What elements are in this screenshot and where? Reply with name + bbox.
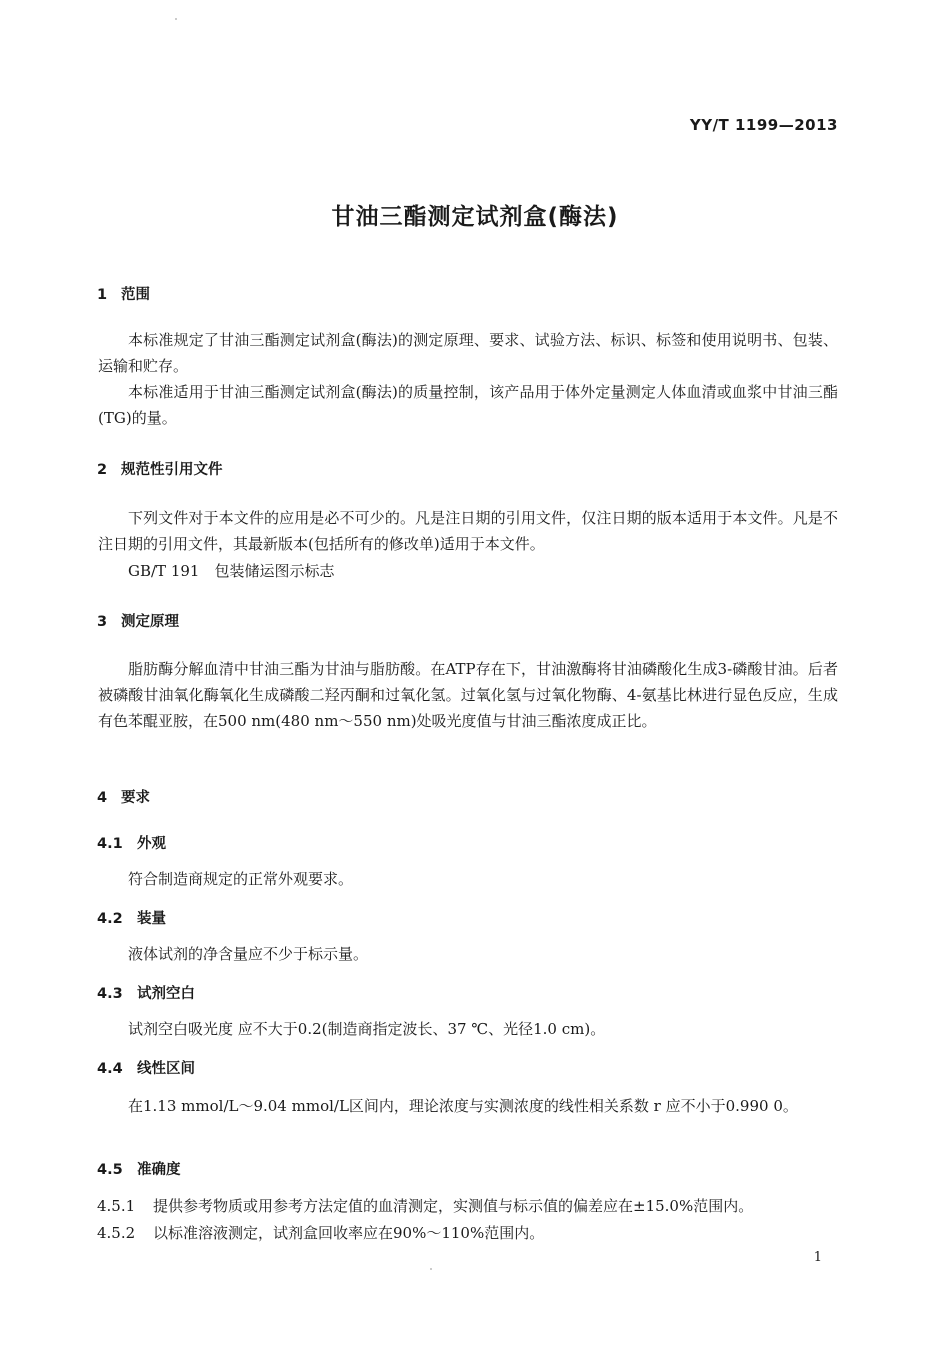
section-number: 4.1 [97,836,123,852]
section-4-4-text: 在1.13 mmol/L～9.04 mmol/L区间内，理论浓度与实测浓度的线性相关系数 r 应不小于0.990 0。 [128,1097,798,1115]
section-4-1-text: 符合制造商规定的正常外观要求。 [128,870,354,888]
section-4-2-text: 液体试剂的净含量应不少于标示量。 [128,945,369,963]
section-title: 试剂空白 [137,986,195,1002]
section-title: 范围 [121,287,150,303]
section-title: 装量 [137,911,166,927]
section-4-5-2 [97,1222,544,1243]
section-4-1-heading [97,832,166,853]
section-number: 1 [97,287,108,303]
section-title: 外观 [137,836,166,852]
normative-reference: GB/T 191 包装储运图示标志 [128,562,335,580]
item-number: 4.5.1 [97,1197,136,1215]
section-title: 线性区间 [137,1061,195,1077]
section-number: 4.4 [97,1061,123,1077]
section-title: 准确度 [137,1162,181,1178]
section-number: 4 [97,790,108,806]
section-4-4-heading [97,1057,195,1078]
section-3-heading [97,610,179,631]
section-title: 要求 [121,790,150,806]
section-4-2-heading [97,907,166,928]
section-4-3-heading [97,982,195,1003]
item-text: 以标准溶液测定，试剂盒回收率应在90%～110%范围内。 [153,1224,545,1242]
section-title: 测定原理 [121,614,179,630]
scan-speck [175,18,177,20]
section-4-5-1 [97,1195,753,1216]
scan-speck [430,1268,432,1270]
section-number: 4.2 [97,911,123,927]
item-number: 4.5.2 [97,1224,136,1242]
section-title: 规范性引用文件 [121,462,223,478]
page-number: 1 [813,1250,822,1265]
section-1-heading [97,283,150,304]
section-2-heading [97,458,223,479]
section-number: 4.5 [97,1162,123,1178]
section-1-paragraph-2: 本标准适用于甘油三酯测定试剂盒(酶法)的质量控制，该产品用于体外定量测定人体血清或血浆中甘油三酯(TG)的量。 [98,383,838,427]
item-text: 提供参考物质或用参考方法定值的血清测定，实测值与标示值的偏差应在±15.0%范围内。 [153,1197,754,1215]
section-1-paragraph-1: 本标准规定了甘油三酯测定试剂盒(酶法)的测定原理、要求、试验方法、标识、标签和使用说明书、包装、运输和贮存。 [98,331,838,375]
document-title: 甘油三酯测定试剂盒(酶法) [331,204,619,230]
section-number: 3 [97,614,108,630]
section-number: 4.3 [97,986,123,1002]
section-3-paragraph-1: 脂肪酶分解血清中甘油三酯为甘油与脂肪酸。在ATP存在下，甘油激酶将甘油磷酸化生成3-磷酸甘油。后者被磷酸甘油氧化酶氧化生成磷酸二羟丙酮和过氧化氢。过氧化氢与过氧化物酶、4-氨基比林进行显色反应，生成有色苯醌亚胺，在500 nm(480 nm～550 nm)处吸光度值与甘油三酯浓度成正比。 [98,660,838,730]
section-2-paragraph-1: 下列文件对于本文件的应用是必不可少的。凡是注日期的引用文件，仅注日期的版本适用于本文件。凡是不注日期的引用文件，其最新版本(包括所有的修改单)适用于本文件。 [98,509,838,553]
standard-code: YY/T 1199—2013 [689,116,838,134]
section-4-5-heading [97,1158,181,1179]
section-4-heading [97,786,150,807]
section-4-3-text: 试剂空白吸光度 应不大于0.2(制造商指定波长、37 ℃、光径1.0 cm)。 [128,1020,606,1038]
section-number: 2 [97,462,108,478]
